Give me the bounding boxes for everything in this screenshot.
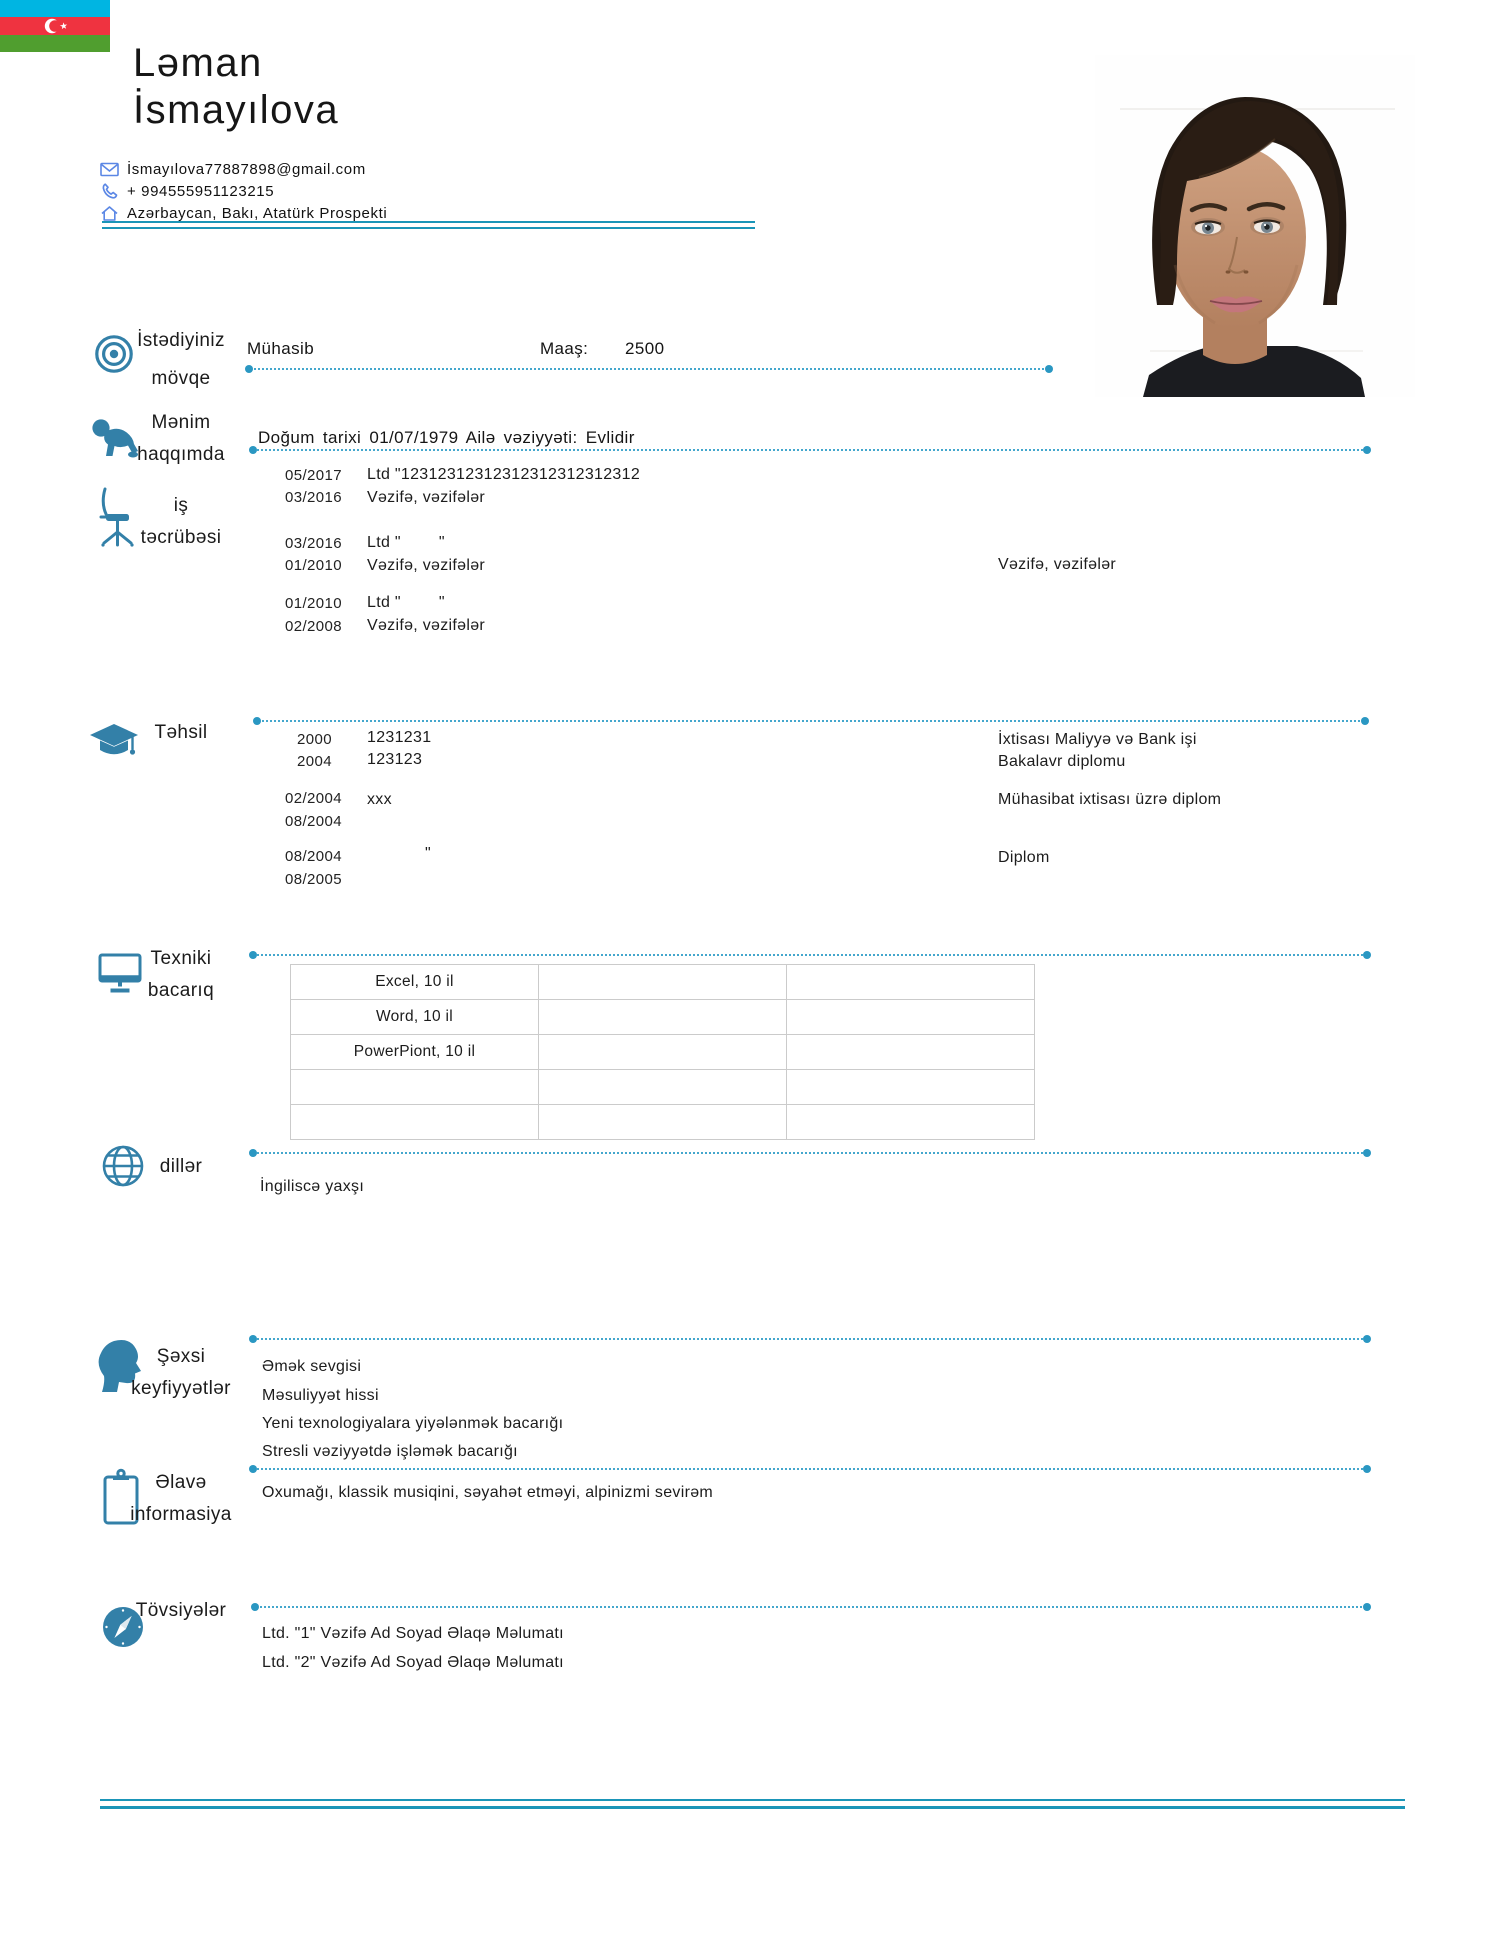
section-label-personal-2: keyfiyyətlər [131,1378,231,1399]
portrait-photo [1095,55,1415,397]
edu1-date-top: 2000 [297,731,332,748]
edu3-school-line1: " [425,845,431,862]
table-row [291,1000,1035,1035]
skill-cell [539,1105,787,1140]
skill-cell [291,1105,539,1140]
about-text: Doğum tarixi 01/07/1979 Ailə vəziyyəti: Evlidir [258,428,635,447]
skill-cell: Excel, 10 il [291,965,539,1000]
edu2-date-top: 02/2004 [285,790,343,807]
skill-cell [787,1000,1035,1035]
divider-languages [250,1152,1370,1154]
edu2-school-line1: xxx [367,791,392,808]
skill-cell: Word, 10 il [291,1000,539,1035]
skill-cell [539,1070,787,1105]
edu1-right-line2: Bakalavr diplomu [998,753,1126,770]
skill-cell [539,1035,787,1070]
exp2-date-bottom: 01/2010 [285,557,343,574]
skill-cell [787,965,1035,1000]
language-item: İngiliscə yaxşı [260,1178,365,1195]
divider-additional [250,1468,1370,1470]
skill-cell [787,1070,1035,1105]
last-name: İsmayılova [133,88,340,132]
home-icon [100,204,119,223]
skill-cell [787,1105,1035,1140]
divider-personal [250,1338,1370,1340]
personal-item: Məsuliyyət hissi [262,1387,379,1404]
contact-phone-row [100,181,274,201]
table-row [291,1035,1035,1070]
header-separator [102,221,755,229]
recommendation-item: Ltd. "1" Vəzifə Ad Soyad Əlaqə Məlumatı [262,1625,564,1642]
divider-position [246,368,1052,370]
salary-label: Maaş: [540,339,589,358]
skill-cell [291,1070,539,1105]
crescent-star-icon [0,17,110,34]
edu1-school-line2: 123123 [367,751,423,768]
section-label-recommendations: Tövsiyələr [135,1600,227,1621]
skill-cell: PowerPiont, 10 il [291,1035,539,1070]
exp3-duties: Vəzifə, vəzifələr [367,617,486,634]
section-label-position-1: İstədiyiniz [137,330,225,351]
edu2-date-bottom: 08/2004 [285,813,343,830]
exp3-date-bottom: 02/2008 [285,618,343,635]
table-row [291,1105,1035,1140]
salary-value: 2500 [625,339,665,358]
contact-address-row [100,203,387,223]
exp3-company: Ltd " " [367,594,445,611]
section-label-education: Təhsil [154,722,208,743]
section-label-about-2: haqqımda [137,444,225,465]
additional-text: Oxumağı, klassik musiqini, səyahət etməyi, alpinizmi sevirəm [262,1484,714,1501]
divider-education [254,720,1368,722]
edu1-right-line1: İxtisası Maliyyə və Bank işi [998,731,1197,748]
section-label-skills-1: Texniki [150,948,212,969]
exp3-date-top: 01/2010 [285,595,343,612]
skill-cell [787,1035,1035,1070]
skill-cell [539,1000,787,1035]
azerbaijan-flag-icon [0,0,110,52]
edu3-right-line1: Diplom [998,849,1050,866]
section-label-personal-1: Şəxsi [156,1346,206,1367]
section-label-experience-2: təcrübəsi [140,527,222,548]
section-label-additional-1: Əlavə [155,1472,207,1493]
exp1-date-bottom: 03/2016 [285,489,343,506]
divider-skills [250,954,1370,956]
page-title [133,40,339,134]
exp2-duties: Vəzifə, vəzifələr [367,557,486,574]
email-text: İsmayılova77887898@gmail.com [127,160,366,178]
edu2-right-line1: Mühasibat ixtisası üzrə diplom [998,791,1222,808]
phone-text: + 994555951123215 [127,182,275,200]
exp1-company: Ltd "12312312312312312312312312 [367,466,641,483]
flag-blue-stripe [0,0,110,17]
edu1-date-bottom: 2004 [297,753,332,770]
email-icon [100,160,119,179]
section-label-about-1: Mənim [151,412,211,433]
flag-green-stripe [0,35,110,52]
recommendation-item: Ltd. "2" Vəzifə Ad Soyad Əlaqə Məlumatı [262,1654,564,1671]
personal-item: Yeni texnologiyalara yiyələnmək bacarığı [262,1415,564,1432]
personal-item: Əmək sevgisi [262,1358,362,1375]
divider-about [250,449,1370,451]
divider-recommendations [252,1606,1370,1608]
section-label-languages: dillər [159,1156,203,1177]
skills-table [290,964,1035,1140]
contact-email-row [100,159,366,179]
section-label-skills-2: bacarıq [147,980,215,1001]
edu1-school-line1: 1231231 [367,729,432,746]
skill-cell [539,965,787,1000]
edu3-date-bottom: 08/2005 [285,871,343,888]
exp1-duties: Vəzifə, vəzifələr [367,489,486,506]
personal-item: Stresli vəziyyətdə işləmək bacarığı [262,1443,518,1460]
first-name: Ləman [133,41,263,85]
address-text: Azərbaycan, Bakı, Atatürk Prospekti [127,204,388,222]
section-label-experience-1: iş [173,495,189,516]
exp2-date-top: 03/2016 [285,535,343,552]
exp2-right-note: Vəzifə, vəzifələr [998,556,1117,573]
edu3-date-top: 08/2004 [285,848,343,865]
phone-icon [100,182,119,201]
exp2-company: Ltd " " [367,534,445,551]
table-row [291,965,1035,1000]
section-label-additional-2: informasiya [130,1504,232,1525]
section-label-position-2: mövqe [151,368,211,389]
footer-separator [100,1799,1405,1809]
desired-position-value: Mühasib [247,339,315,358]
table-row [291,1070,1035,1105]
exp1-date-top: 05/2017 [285,467,343,484]
